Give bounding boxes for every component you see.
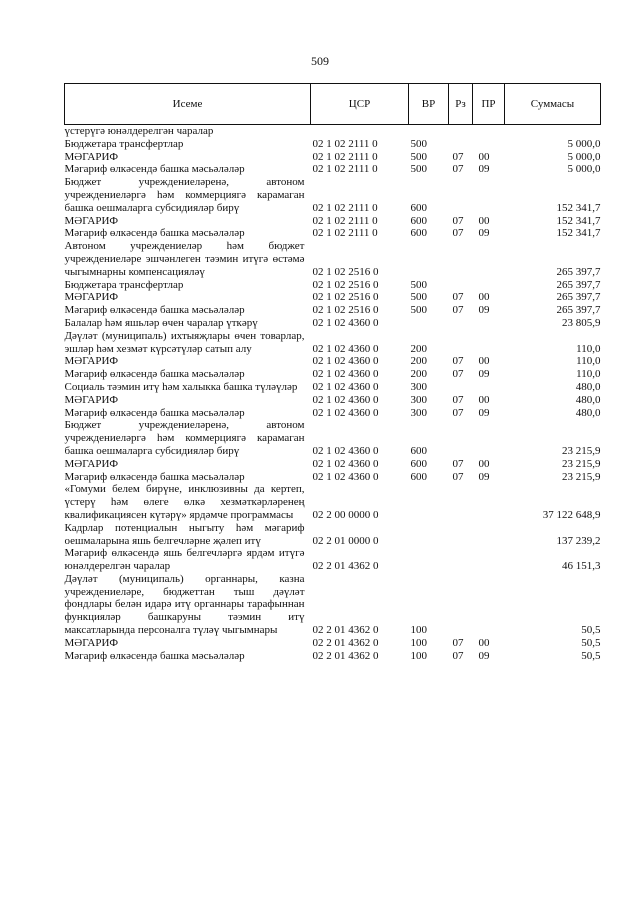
cell-sum: 23 805,9 — [562, 316, 601, 329]
cell-vr: 600 — [410, 470, 427, 483]
cell-pr — [473, 381, 505, 394]
cell-pr — [473, 573, 505, 637]
cell-pr — [473, 330, 505, 356]
cell-vr: 600 — [410, 214, 427, 227]
table-row — [65, 650, 601, 663]
cell-csr: 02 1 02 2111 0 — [312, 214, 378, 227]
cell-csr: 02 1 02 4360 0 — [312, 380, 379, 393]
cell-csr: 02 1 02 2516 0 — [312, 265, 379, 278]
cell-csr — [311, 125, 409, 138]
cell-sum: 50,5 — [581, 624, 601, 637]
cell-pr: 00 — [478, 636, 490, 649]
cell-vr — [409, 317, 449, 330]
cell-name: Социаль тәэмин итү һәм халыкка башка түләүләр — [64, 380, 298, 393]
cell-rz: 07 — [452, 227, 464, 240]
cell-vr — [409, 522, 449, 548]
cell-vr: 600 — [410, 457, 427, 470]
cell-csr: 02 2 01 4362 0 — [312, 636, 379, 649]
header-name: Исеме — [65, 84, 311, 125]
cell-name: Дәүләт (муниципаль) ихтыяҗлары өчен товарлар, эшләр һәм хезмәт күрсәтүләр сатып алу — [64, 329, 305, 355]
cell-sum: 480,0 — [575, 406, 601, 419]
cell-name: Мәгариф өлкәсендә башка мәсьәләләр — [64, 368, 245, 381]
cell-vr: 500 — [410, 278, 427, 291]
cell-pr — [473, 522, 505, 548]
cell-sum: 5 000,0 — [567, 150, 601, 163]
cell-sum: 5 000,0 — [567, 163, 601, 176]
cell-rz: 07 — [452, 393, 464, 406]
cell-name: МӘГАРИФ — [64, 393, 119, 406]
cell-name: Мәгариф өлкәсендә башка мәсьәләләр — [64, 227, 245, 240]
cell-rz: 07 — [452, 368, 464, 381]
cell-rz — [449, 240, 473, 278]
header-csr: ЦСР — [311, 84, 409, 125]
cell-csr: 02 1 02 4360 0 — [312, 406, 379, 419]
table-row — [65, 394, 601, 407]
cell-csr: 02 1 02 4360 0 — [312, 316, 379, 329]
table-row — [65, 381, 601, 394]
cell-pr — [473, 279, 505, 292]
table-row — [65, 547, 601, 573]
table-row — [65, 279, 601, 292]
cell-sum: 265 397,7 — [556, 304, 601, 317]
cell-rz: 07 — [452, 304, 464, 317]
cell-pr — [473, 125, 505, 138]
cell-sum: 265 397,7 — [556, 291, 601, 304]
cell-csr: 02 1 02 2111 0 — [312, 137, 378, 150]
cell-csr: 02 1 02 4360 0 — [312, 470, 379, 483]
cell-sum: 50,5 — [581, 636, 601, 649]
cell-rz: 07 — [452, 150, 464, 163]
budget-table — [64, 83, 601, 662]
cell-csr: 02 2 01 4362 0 — [312, 624, 379, 637]
table-row — [65, 138, 601, 151]
cell-vr — [409, 125, 449, 138]
cell-name: МӘГАРИФ — [64, 355, 119, 368]
cell-sum — [505, 125, 601, 138]
cell-pr: 09 — [478, 163, 490, 176]
cell-pr — [473, 419, 505, 457]
cell-sum: 110,0 — [576, 342, 601, 355]
cell-pr: 00 — [478, 214, 490, 227]
cell-pr: 00 — [478, 355, 490, 368]
cell-vr: 500 — [410, 291, 427, 304]
cell-name: Бюджет учреждениеләренә, автоном учреждениеләргә һәм коммерциягә карамаган башка оешмаларга субсидияләр бирү — [64, 419, 305, 457]
cell-name: Мәгариф өлкәсендә башка мәсьәләләр — [64, 649, 245, 662]
header-vr: ВР — [409, 84, 449, 125]
cell-name: Бюджетара трансфертлар — [64, 137, 184, 150]
cell-vr — [409, 240, 449, 278]
cell-name: Кадрлар потенциалын ныгыту һәм мәгариф оешмаларына яшь белгечләрне җәлеп итү — [64, 521, 305, 547]
cell-csr: 02 1 02 2516 0 — [312, 291, 379, 304]
cell-csr: 02 1 02 2111 0 — [312, 227, 378, 240]
cell-rz: 07 — [452, 649, 464, 662]
cell-name: Мәгариф өлкәсендә башка мәсьәләләр — [64, 406, 245, 419]
cell-sum: 480,0 — [575, 393, 601, 406]
table-row — [65, 240, 601, 278]
cell-rz: 07 — [452, 406, 464, 419]
cell-vr: 300 — [410, 393, 427, 406]
page-number: 509 — [311, 54, 329, 68]
cell-vr: 200 — [410, 368, 427, 381]
cell-name: Мәгариф өлкәсендә башка мәсьәләләр — [64, 470, 245, 483]
cell-pr: 09 — [478, 227, 490, 240]
cell-rz — [449, 138, 473, 151]
cell-csr: 02 1 02 2516 0 — [312, 278, 379, 291]
cell-csr: 02 2 01 0000 0 — [312, 534, 379, 547]
cell-rz — [449, 573, 473, 637]
cell-rz: 07 — [452, 457, 464, 470]
cell-vr: 100 — [410, 624, 427, 637]
cell-name: Мәгариф өлкәсендә башка мәсьәләләр — [64, 163, 245, 176]
cell-pr — [473, 138, 505, 151]
cell-vr — [409, 547, 449, 573]
table-row — [65, 483, 601, 521]
cell-sum: 110,0 — [576, 355, 601, 368]
table-row — [65, 227, 601, 240]
cell-rz: 07 — [452, 636, 464, 649]
cell-csr: 02 1 02 4360 0 — [312, 368, 379, 381]
cell-csr: 02 1 02 2111 0 — [312, 201, 378, 214]
table-row — [65, 176, 601, 214]
cell-csr: 02 1 02 4360 0 — [312, 355, 379, 368]
cell-pr: 00 — [478, 393, 490, 406]
cell-vr: 300 — [410, 380, 427, 393]
cell-name: МӘГАРИФ — [64, 150, 119, 163]
cell-rz: 07 — [452, 470, 464, 483]
cell-name: Мәгариф өлкәсендә яшь белгечләргә ярдәм итүгә юнәлдерелгән чаралар — [64, 547, 305, 573]
cell-sum: 110,0 — [576, 368, 601, 381]
cell-sum: 23 215,9 — [562, 444, 601, 457]
cell-sum: 50,5 — [581, 649, 601, 662]
cell-name: МӘГАРИФ — [64, 214, 119, 227]
cell-name: Мәгариф өлкәсендә башка мәсьәләләр — [64, 304, 245, 317]
cell-name: МӘГАРИФ — [64, 291, 119, 304]
cell-sum: 480,0 — [575, 380, 601, 393]
cell-name: Балалар һәм яшьләр өчен чаралар үткәрү — [64, 316, 258, 329]
cell-rz — [449, 176, 473, 214]
cell-pr — [473, 240, 505, 278]
cell-vr: 100 — [410, 649, 427, 662]
table-row — [65, 291, 601, 304]
table-row — [65, 163, 601, 176]
table-header-row — [65, 84, 601, 125]
cell-rz: 07 — [452, 163, 464, 176]
cell-name: Автоном учреждениеләр һәм бюджет учреждениеләре эшчәнлеген тәэмин итүгә өстәмә чыгымнарны компенсацияләү — [64, 240, 305, 278]
cell-sum: 152 341,7 — [556, 214, 601, 227]
table-row — [65, 458, 601, 471]
cell-vr: 500 — [410, 304, 427, 317]
cell-vr: 100 — [410, 636, 427, 649]
cell-csr: 02 2 01 4362 0 — [312, 560, 379, 573]
cell-csr: 02 1 02 4360 0 — [312, 393, 379, 406]
table-row — [65, 471, 601, 484]
cell-rz — [449, 330, 473, 356]
table-body — [65, 125, 601, 663]
cell-rz: 07 — [452, 355, 464, 368]
cell-rz — [449, 279, 473, 292]
cell-csr: 02 1 02 4360 0 — [312, 444, 379, 457]
cell-sum: 46 151,3 — [562, 560, 601, 573]
header-pr: ПР — [473, 84, 505, 125]
table-row — [65, 355, 601, 368]
table-row — [65, 419, 601, 457]
cell-rz: 07 — [452, 291, 464, 304]
cell-vr: 600 — [410, 201, 427, 214]
cell-sum: 5 000,0 — [567, 137, 601, 150]
cell-rz — [449, 317, 473, 330]
table-row — [65, 317, 601, 330]
cell-name: Бюджетара трансфертлар — [64, 278, 184, 291]
cell-name: Дәүләт (муниципаль) органнары, казна учреждениеләре, бюджеттан тыш дәүләт фондлары белән идарә итү органнары тарафыннан функцияләр башкаруны тәэмин итү максатларында персоналга түләү чыгымнары — [64, 572, 305, 637]
cell-vr: 200 — [410, 355, 427, 368]
cell-pr: 09 — [478, 649, 490, 662]
cell-vr: 500 — [410, 163, 427, 176]
cell-vr: 600 — [410, 444, 427, 457]
cell-pr: 00 — [478, 291, 490, 304]
table-row — [65, 573, 601, 637]
table-row — [65, 215, 601, 228]
cell-pr — [473, 176, 505, 214]
cell-sum: 23 215,9 — [562, 470, 601, 483]
table-row — [65, 407, 601, 420]
cell-sum: 265 397,7 — [556, 265, 601, 278]
cell-csr: 02 1 02 4360 0 — [312, 457, 379, 470]
cell-name: «Гомуми белем бирүне, инклюзивны да кертеп, үстерү һәм өлеге өлкә хезмәткәрләренең квалификациясен күтәрү» ярдәмче программасы — [64, 483, 305, 521]
cell-rz — [449, 381, 473, 394]
cell-name: МӘГАРИФ — [64, 457, 119, 470]
cell-csr: 02 1 02 4360 0 — [312, 342, 379, 355]
cell-pr: 00 — [478, 150, 490, 163]
cell-sum: 152 341,7 — [556, 201, 601, 214]
cell-sum: 137 239,2 — [556, 534, 601, 547]
cell-name: үстерүгә юнәлдерелгән чаралар — [64, 125, 214, 137]
table-row — [65, 368, 601, 381]
cell-csr: 02 2 00 0000 0 — [312, 508, 379, 521]
cell-rz — [449, 547, 473, 573]
cell-sum: 23 215,9 — [562, 457, 601, 470]
cell-pr — [473, 547, 505, 573]
cell-pr — [473, 317, 505, 330]
table-row — [65, 151, 601, 164]
table-row — [65, 330, 601, 356]
cell-rz — [449, 483, 473, 521]
cell-vr — [409, 483, 449, 521]
cell-pr: 09 — [478, 368, 490, 381]
cell-pr: 09 — [478, 470, 490, 483]
table-row — [65, 304, 601, 317]
cell-csr: 02 2 01 4362 0 — [312, 649, 379, 662]
cell-pr — [473, 483, 505, 521]
cell-pr: 00 — [478, 457, 490, 470]
cell-vr: 300 — [410, 406, 427, 419]
cell-rz: 07 — [452, 214, 464, 227]
cell-csr: 02 1 02 2111 0 — [312, 150, 378, 163]
cell-name: Бюджет учреждениеләренә, автоном учреждениеләргә һәм коммерциягә карамаган башка оешмаларга субсидияләр бирү — [64, 176, 305, 214]
cell-rz — [449, 125, 473, 138]
table-row — [65, 637, 601, 650]
cell-sum: 37 122 648,9 — [542, 508, 601, 521]
table-row — [65, 522, 601, 548]
cell-sum: 265 397,7 — [556, 278, 601, 291]
cell-vr: 200 — [410, 342, 427, 355]
table-row — [65, 125, 601, 138]
cell-name: МӘГАРИФ — [64, 636, 119, 649]
cell-rz — [449, 522, 473, 548]
cell-pr: 09 — [478, 406, 490, 419]
cell-vr: 500 — [410, 137, 427, 150]
header-rz: Рз — [449, 84, 473, 125]
cell-csr: 02 1 02 2516 0 — [312, 304, 379, 317]
cell-sum: 152 341,7 — [556, 227, 601, 240]
cell-csr: 02 1 02 2111 0 — [312, 163, 378, 176]
cell-rz — [449, 419, 473, 457]
cell-vr: 600 — [410, 227, 427, 240]
cell-pr: 09 — [478, 304, 490, 317]
header-sum: Суммасы — [505, 84, 601, 125]
cell-vr: 500 — [410, 150, 427, 163]
